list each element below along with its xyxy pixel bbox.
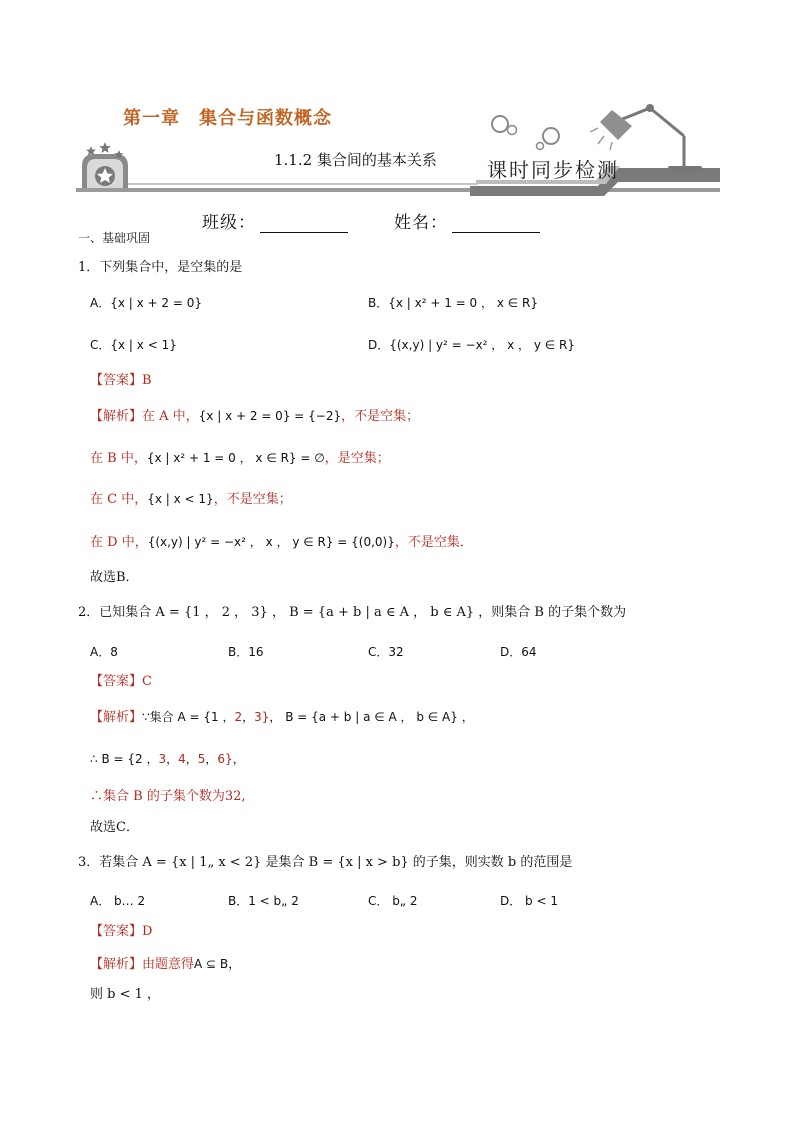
analysis-tag: 【解析】 (90, 957, 143, 972)
analysis-math: 2 (234, 710, 243, 724)
analysis-math: 4 (178, 752, 186, 766)
q1-option-b: B．{x | x² + 1 = 0 ， x ∈ R} (368, 296, 538, 310)
q3-option-d: D． b < 1 (500, 894, 558, 908)
q1-analysis-line-2 (90, 449, 390, 468)
q2-option-c: C．32 (368, 645, 404, 659)
analysis-text: 由题意得 (142, 957, 195, 972)
analysis-math: ， (232, 752, 245, 766)
analysis-tag: 【解析】 (90, 710, 143, 725)
analysis-math: 5 (197, 752, 206, 766)
analysis-math: {x | x < 1} (147, 492, 214, 506)
q2-option-a: A．8 (90, 645, 118, 659)
name-label: 姓名： (394, 213, 448, 233)
q3-option-a: A． b… 2 (90, 894, 146, 908)
analysis-math: ， (205, 752, 218, 766)
q3-stem: 3．若集合 A = {x | 1„ x < 2} 是集合 B = {x | x > b} 的子集，则实数 b 的范围是 (78, 855, 573, 870)
q2-stem: 2．已知集合 A = {1 ， 2 ， 3} ， B = {a + b | a ∈ A ， b ∈ A} ，则集合 B 的子集个数为 (78, 605, 627, 620)
analysis-text: 在 D 中， (90, 535, 148, 550)
class-blank[interactable] (260, 215, 348, 233)
analysis-math: ， (242, 710, 255, 724)
analysis-text: 在 C 中， (90, 492, 148, 507)
q2-option-d: D．64 (500, 645, 537, 659)
analysis-math: A ⊆ B (194, 957, 229, 971)
class-label: 班级： (202, 213, 256, 233)
answer-tag: 【答案】 (90, 373, 143, 388)
class-field (202, 208, 348, 233)
header-banner (0, 0, 794, 200)
analysis-text: 32, (224, 789, 246, 804)
analysis-text: ， (228, 957, 242, 972)
analysis-text: ，不是空集； (341, 409, 420, 424)
q1-option-a: A．{x | x + 2 = 0} (90, 296, 202, 310)
analysis-math: 3 (158, 752, 167, 766)
analysis-math: {x | x² + 1 = 0 ， x ∈ R} = ∅ (146, 451, 325, 465)
analysis-text: ，是空集； (324, 451, 390, 466)
q2-answer (90, 673, 152, 691)
analysis-math: ， B = {a + b | a ∈ A ， b ∈ A} ， (269, 710, 474, 724)
banner-graphic (0, 0, 794, 200)
analysis-text: ∴集合 B 的子集个数为 (90, 789, 225, 804)
q3-option-b: B．1 < b„ 2 (228, 894, 299, 908)
q3-analysis-line-1 (90, 955, 241, 974)
analysis-text: ，不是空集； (213, 492, 292, 507)
analysis-math: ， (185, 752, 198, 766)
analysis-math: ， (166, 752, 179, 766)
analysis-text: 在 B 中， (90, 451, 147, 466)
q1-answer (90, 372, 152, 390)
section-title: 1.1.2 集合间的基本关系 (274, 151, 437, 169)
analysis-math: {(x,y) | y² = −x² ， x ， y ∈ R} = {(0,0)} (147, 535, 395, 549)
analysis-math: ∵集合 A = {1 ， (142, 710, 235, 724)
analysis-math: 6} (217, 752, 233, 766)
q2-option-b: B．16 (228, 645, 264, 659)
q1-option-c: C．{x | x < 1} (90, 338, 177, 352)
q3-answer (90, 923, 152, 941)
analysis-tag: 【解析】 (90, 409, 143, 424)
analysis-text: 在 A 中， (142, 409, 199, 424)
q1-analysis-line-3 (90, 490, 292, 509)
star-badge-icon (82, 142, 128, 190)
chapter-title: 第一章 集合与函数概念 (123, 108, 332, 129)
answer-tag: 【答案】 (90, 674, 143, 689)
q3-analysis-line-2: 则 b < 1 ， (90, 987, 161, 1002)
q1-analysis-line-1 (90, 407, 419, 426)
q2-analysis-line-1 (90, 708, 474, 727)
q2-analysis-line-3 (90, 788, 246, 806)
bubble-decoration-icon (492, 116, 559, 150)
q1-conclusion: 故选B． (90, 570, 139, 585)
answer-tag: 【答案】 (90, 924, 143, 939)
q2-conclusion: 故选C． (90, 820, 139, 835)
section-heading: 一、基础巩固 (78, 231, 151, 245)
answer-value: D (142, 924, 153, 939)
analysis-math: 3} (254, 710, 270, 724)
name-field (394, 208, 540, 233)
analysis-text: ，不是空集． (394, 535, 473, 550)
q3-option-c: C． b„ 2 (368, 894, 418, 908)
q1-stem: 1．下列集合中，是空集的是 (78, 260, 243, 275)
analysis-math: ∴ B = {2 ， (90, 752, 159, 766)
answer-value: B (142, 373, 152, 388)
q1-analysis-line-4 (90, 533, 473, 552)
banner-title: 课时同步检测 (487, 158, 619, 182)
answer-value: C (142, 674, 152, 689)
analysis-math: {x | x + 2 = 0} = {−2} (198, 409, 342, 423)
name-blank[interactable] (452, 215, 540, 233)
q2-analysis-line-2 (90, 750, 245, 769)
q1-option-d: D．{(x,y) | y² = −x² ， x ， y ∈ R} (368, 338, 576, 352)
